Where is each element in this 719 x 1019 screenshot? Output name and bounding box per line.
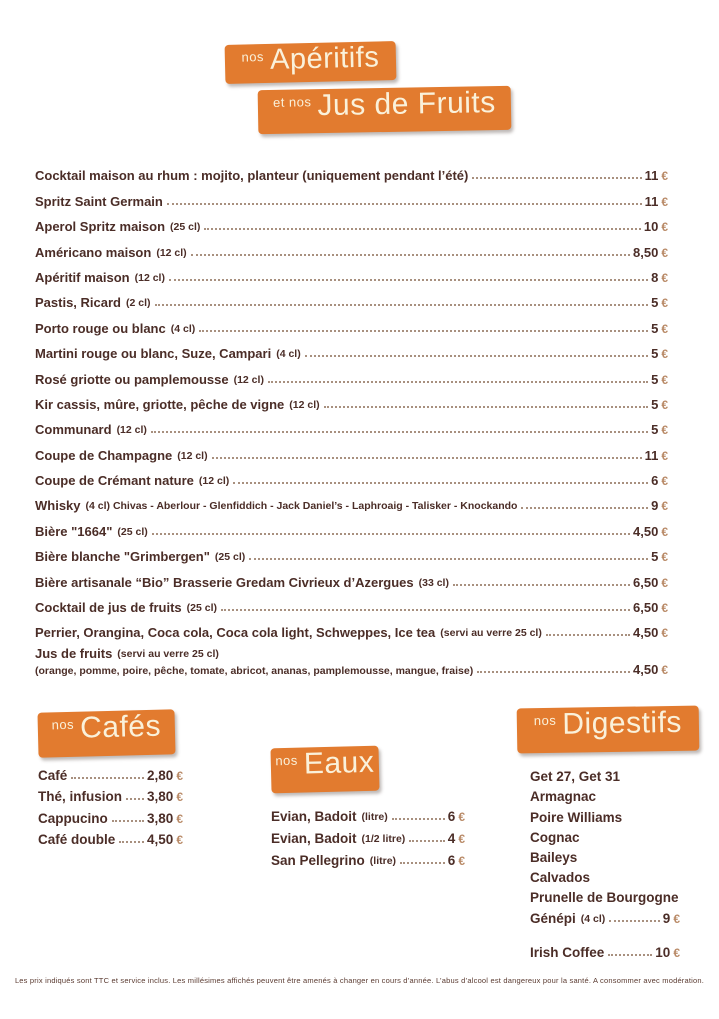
banner-aperitifs [225, 41, 397, 84]
item-name: Kir cassis, mûre, griotte, pêche de vigne [35, 396, 285, 412]
euro-sign: € [661, 372, 668, 387]
menu-item-row [35, 463, 668, 488]
item-size-note: (12 cl) [289, 398, 320, 411]
banner-eaux-title: Eaux [303, 745, 375, 781]
item-size-note: (25 cl) [117, 525, 148, 538]
item-name: Get 27, Get 31 [530, 769, 621, 785]
item-price: 5 [651, 295, 659, 311]
item-price: 4,50 [633, 523, 659, 539]
banner-jus-title: Jus de Fruits [317, 86, 497, 123]
item-name: Aperol Spritz maison [35, 219, 166, 235]
item-price: 10 [643, 219, 659, 235]
dotted-leader [233, 482, 648, 484]
menu-item-row [35, 336, 668, 361]
item-name: (orange, pomme, poire, pêche, tomate, abricot, ananas, pamplemousse, mangue, fraise) [35, 665, 474, 678]
dotted-leader [191, 254, 630, 256]
item-size-note: (2 cl) [126, 297, 151, 310]
dotted-leader [152, 533, 630, 535]
item-price: 6 [447, 809, 456, 824]
item-name: Cognac [530, 829, 580, 845]
item-name: Coupe de Champagne [35, 447, 173, 463]
item-price: 2,80 [147, 768, 174, 784]
item-size-note: (12 cl) [156, 246, 187, 259]
menu-item-row [38, 783, 183, 804]
euro-sign: € [176, 811, 183, 826]
item-name: Evian, Badoit [271, 809, 357, 824]
dotted-leader [453, 584, 630, 586]
eaux-price-list [271, 802, 465, 868]
item-size-note: (12 cl) [198, 475, 230, 488]
item-price: 3,80 [147, 789, 174, 805]
item-name: Baileys [530, 849, 578, 865]
euro-sign: € [661, 347, 668, 362]
dotted-leader [472, 177, 641, 179]
dotted-leader [212, 457, 642, 459]
euro-sign: € [673, 911, 680, 926]
euro-sign: € [661, 194, 668, 209]
menu-item-row [35, 158, 668, 183]
item-name: Thé, infusion [38, 789, 122, 805]
menu-item-row [35, 285, 668, 310]
dotted-leader [409, 840, 445, 842]
menu-item-row [35, 361, 668, 386]
banner-cafes [37, 709, 175, 757]
item-name: Porto rouge ou blanc [35, 320, 166, 336]
euro-sign: € [661, 296, 668, 311]
item-size-note: (12 cl) [134, 271, 165, 284]
dotted-leader [151, 431, 648, 433]
menu-item-row [35, 640, 668, 661]
menu-item-row [35, 661, 668, 677]
banner-aperitifs-prefix: nos [241, 49, 265, 65]
item-name: Pastis, Ricard [35, 295, 121, 311]
item-name: Bière blanche "Grimbergen" [35, 549, 210, 565]
euro-sign: € [661, 220, 668, 235]
menu-item-row [530, 784, 680, 804]
dotted-leader [199, 330, 648, 332]
dotted-leader [112, 820, 144, 822]
item-name: Rosé griotte ou pamplemousse [35, 371, 229, 387]
dotted-leader [392, 818, 445, 820]
menu-item-row [35, 590, 668, 615]
item-price: 6 [447, 853, 456, 868]
euro-sign: € [661, 601, 668, 616]
item-name: Américano maison [35, 244, 152, 260]
menu-item-row [530, 940, 680, 960]
euro-sign: € [176, 790, 183, 805]
menu-item-row [35, 183, 668, 208]
item-price: 5 [651, 396, 659, 412]
dotted-leader [268, 381, 648, 383]
item-price: 4,50 [633, 662, 659, 678]
item-name: Cocktail maison au rhum : mojito, planteur (uniquement pendant l’été) [35, 168, 469, 184]
item-price: 6,50 [633, 574, 659, 590]
euro-sign: € [661, 423, 668, 438]
item-name: Jus de fruits [35, 646, 113, 662]
menu-item-row [35, 615, 668, 640]
dotted-leader [204, 228, 640, 230]
item-size-note: (25 cl) [186, 602, 218, 615]
item-size-note: (25 cl) [214, 551, 246, 564]
menu-item-row [530, 905, 680, 925]
dotted-leader [608, 954, 652, 956]
euro-sign: € [661, 270, 668, 285]
dotted-leader [71, 777, 144, 779]
euro-sign: € [458, 810, 465, 824]
item-size-note: (servi au verre 25 cl) [440, 627, 542, 640]
item-name: Apéritif maison [35, 269, 130, 285]
menu-item-row [271, 824, 465, 846]
menu-item-row [271, 802, 465, 824]
item-name: Cappucino [38, 810, 108, 826]
item-size-note: (1/2 litre) [361, 833, 406, 845]
item-price: 11 [644, 447, 659, 463]
item-name: Poire Williams [530, 809, 623, 825]
item-price: 11 [644, 168, 659, 184]
item-name: Café [38, 768, 68, 784]
menu-item-row [35, 209, 668, 234]
menu-item-row [530, 764, 680, 784]
euro-sign: € [661, 626, 668, 641]
euro-sign: € [661, 550, 668, 565]
banner-cafes-prefix: nos [51, 716, 75, 733]
euro-sign: € [661, 499, 668, 514]
item-price: 5 [651, 549, 659, 565]
banner-cafes-title: Cafés [79, 709, 162, 745]
dotted-leader [477, 671, 630, 673]
item-name: San Pellegrino [271, 853, 365, 868]
item-name: Bière "1664" [35, 523, 113, 539]
cafes-price-list [38, 762, 183, 847]
item-name: Perrier, Orangina, Coca cola, Coca cola light, Schweppes, Ice tea [35, 625, 436, 641]
dotted-leader [221, 609, 630, 611]
item-price: 8,50 [633, 244, 659, 260]
item-size-note: (25 cl) [170, 221, 201, 234]
euro-sign: € [176, 832, 183, 847]
item-price: 6 [651, 473, 659, 489]
euro-sign: € [661, 448, 668, 463]
dotted-leader [400, 862, 445, 864]
item-size-note: (12 cl) [116, 424, 147, 437]
menu-item-row [35, 310, 668, 335]
item-price: 5 [651, 346, 659, 362]
menu-item-row [530, 825, 680, 845]
banner-digestifs [517, 706, 700, 754]
item-size-note: (servi au verre 25 cl) [117, 648, 219, 661]
menu-item-row [35, 412, 668, 437]
menu-item-row [271, 846, 465, 868]
item-size-note: (12 cl) [233, 373, 264, 386]
item-name: Bière artisanale “Bio” Brasserie Gredam Civrieux d’Azergues [35, 574, 414, 590]
dotted-leader [155, 304, 649, 306]
item-size-note: (litre) [361, 811, 388, 823]
banner-jus-prefix: et nos [272, 94, 312, 110]
item-size-note: (4 cl) Chivas - Aberlour - Glenfiddich - Jack Daniel’s - Laphroaig - Talisker - Knockando [85, 500, 518, 513]
menu-item-row [38, 804, 183, 825]
dotted-leader [249, 558, 648, 560]
euro-sign: € [661, 575, 668, 590]
euro-sign: € [661, 397, 668, 412]
item-price: 5 [651, 371, 659, 387]
menu-item-row [35, 539, 668, 564]
item-price: 6,50 [633, 600, 659, 616]
dotted-leader [324, 406, 648, 408]
banner-eaux [270, 746, 379, 794]
euro-sign: € [661, 524, 668, 539]
menu-item-row [35, 437, 668, 462]
digestifs-price-list [530, 764, 680, 960]
item-price: 5 [651, 320, 659, 336]
item-size-note: (4 cl) [580, 912, 606, 925]
dotted-leader [305, 355, 648, 357]
euro-sign: € [458, 854, 465, 868]
menu-item-row [38, 762, 183, 783]
item-size-note: (33 cl) [418, 576, 449, 589]
item-name: Armagnac [530, 789, 597, 805]
dotted-leader [609, 920, 660, 922]
item-price: 4,50 [147, 831, 174, 847]
item-size-note: (4 cl) [276, 348, 301, 361]
menu-item-row [530, 804, 680, 824]
menu-item-row [530, 885, 680, 905]
item-price: 10 [655, 944, 671, 960]
item-name: Martini rouge ou blanc, Suze, Campari [35, 346, 272, 362]
euro-sign: € [673, 945, 680, 960]
item-size-note: (12 cl) [177, 449, 208, 462]
euro-sign: € [661, 245, 668, 260]
banner-jus-de-fruits [258, 86, 512, 134]
menu-item-row [35, 234, 668, 259]
item-name: Whisky [35, 498, 81, 514]
aperitifs-price-list [35, 158, 668, 677]
item-name: Communard [35, 422, 112, 438]
item-price: 5 [651, 422, 659, 438]
menu-item-row [35, 260, 668, 285]
banner-digestifs-title: Digestifs [562, 705, 683, 741]
menu-item-row [35, 387, 668, 412]
item-name: Cocktail de jus de fruits [35, 600, 182, 616]
dotted-leader [521, 507, 648, 509]
item-price: 3,80 [147, 810, 174, 826]
menu-item-row [35, 513, 668, 538]
item-name: Prunelle de Bourgogne [530, 890, 679, 906]
item-price: 9 [651, 498, 659, 514]
euro-sign: € [661, 169, 668, 184]
euro-sign: € [661, 321, 668, 336]
item-name: Coupe de Crémant nature [35, 473, 194, 489]
item-price: 8 [651, 269, 659, 285]
footer-legal-note: Les prix indiqués sont TTC et service inclus. Les millésimes affichés peuvent être amenés à changer en cours d’année. L’abus d’alcool est dangereux pour la santé. A consommer avec modération. [14, 976, 705, 985]
item-name: Evian, Badoit [271, 831, 357, 846]
dotted-leader [169, 279, 648, 281]
item-name: Spritz Saint Germain [35, 193, 163, 209]
item-name: Génépi [530, 910, 576, 926]
euro-sign: € [661, 474, 668, 489]
banner-aperitifs-title: Apéritifs [269, 41, 380, 76]
euro-sign: € [458, 832, 465, 846]
dotted-leader [126, 798, 144, 800]
menu-item-row [35, 488, 668, 513]
item-price: 9 [662, 910, 671, 926]
item-name: Calvados [530, 870, 591, 886]
menu-item-row [530, 845, 680, 865]
item-name: Café double [38, 831, 116, 847]
item-price: 11 [644, 193, 659, 209]
item-price: 4,50 [633, 625, 659, 641]
euro-sign: € [176, 769, 183, 784]
dotted-leader [546, 634, 630, 636]
dotted-leader [119, 841, 144, 843]
banner-eaux-prefix: nos [275, 752, 298, 769]
euro-sign: € [661, 663, 668, 678]
menu-item-row [38, 826, 183, 847]
menu-item-row [530, 865, 680, 885]
dotted-leader [167, 203, 642, 205]
item-price: 4 [447, 831, 456, 846]
banner-digestifs-prefix: nos [533, 712, 557, 729]
item-size-note: (litre) [369, 855, 397, 867]
item-size-note: (4 cl) [170, 322, 196, 335]
item-name: Irish Coffee [530, 944, 605, 960]
menu-item-row [35, 564, 668, 589]
